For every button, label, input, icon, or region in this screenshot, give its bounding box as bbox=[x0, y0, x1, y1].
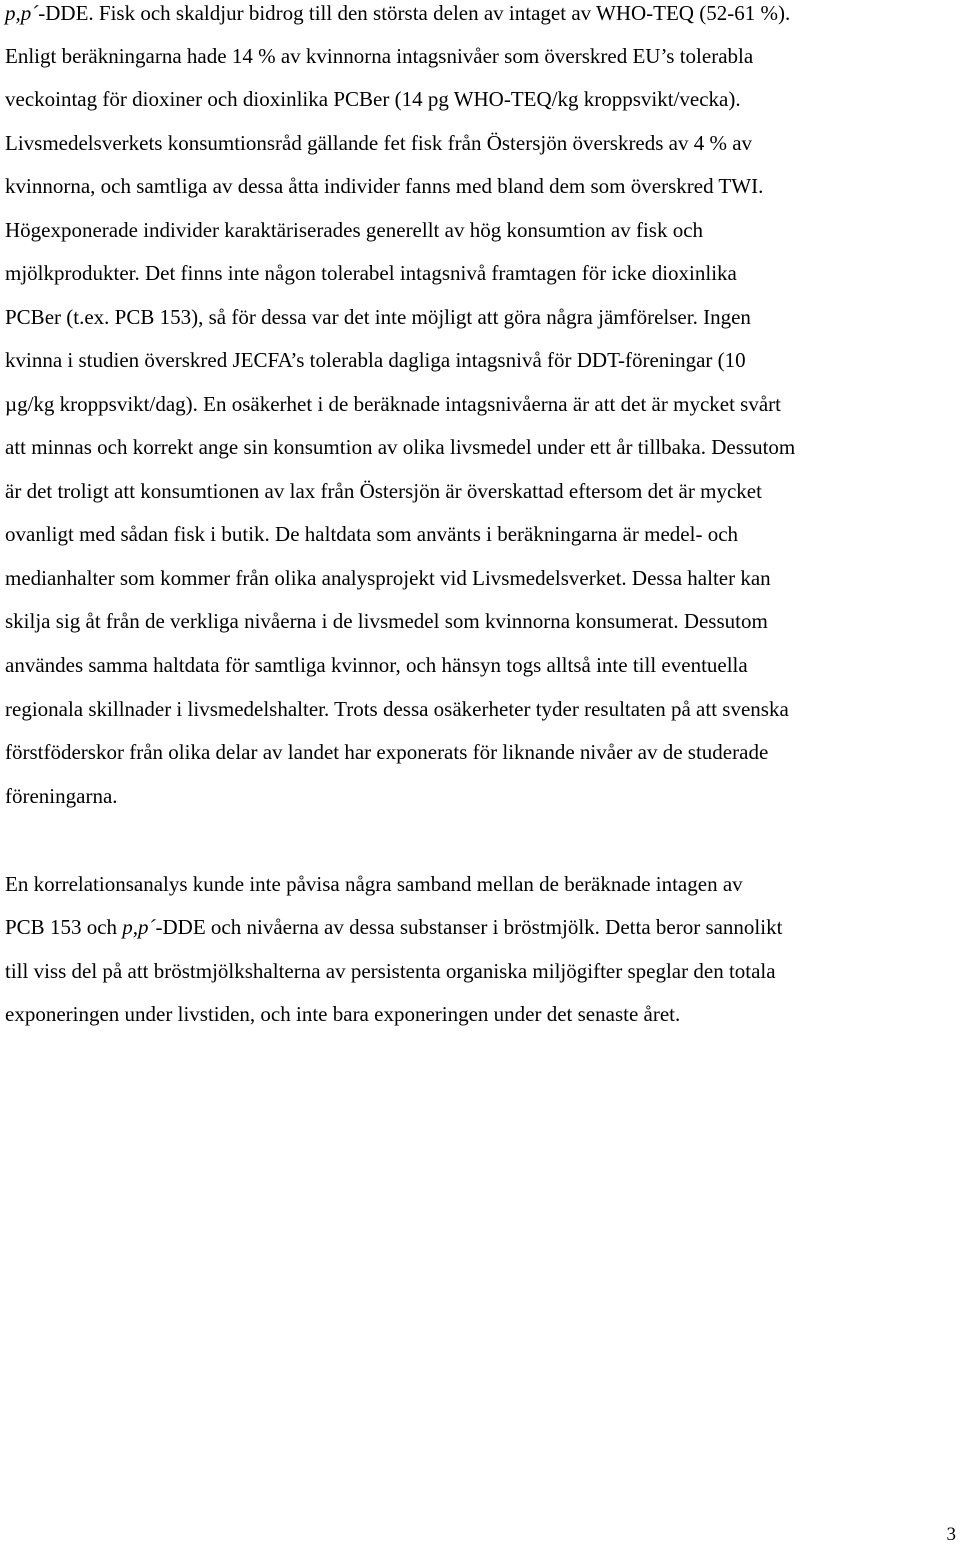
text-line: PCBer (t.ex. PCB 153), så för dessa var det inte möjligt att göra några jämförelser. Ingen bbox=[5, 305, 751, 329]
text-line: veckointag för dioxiner och dioxinlika PCBer (14 pg WHO-TEQ/kg kroppsvikt/vecka). bbox=[5, 87, 741, 111]
text-line bbox=[5, 915, 782, 939]
text-line: kvinna i studien överskred JECFA’s tolerabla dagliga intagsnivå för DDT-föreningar (10 bbox=[5, 348, 746, 372]
text-line: µg/kg kroppsvikt/dag). En osäkerhet i de beräknade intagsnivåerna är att det är mycket svårt bbox=[5, 392, 781, 416]
text-span: -DDE. Fisk och skaldjur bidrog till den största delen av intaget av WHO-TEQ (52-61 %). bbox=[38, 1, 791, 25]
text-line: till viss del på att bröstmjölkshalterna av persistenta organiska miljögifter speglar den totala bbox=[5, 959, 776, 983]
text-line: förstföderskor från olika delar av landet har exponerats för liknande nivåer av de studerade bbox=[5, 740, 769, 764]
italic-term: p,p´ bbox=[122, 915, 156, 939]
text-line: kvinnorna, och samtliga av dessa åtta individer fanns med bland dem som överskred TWI. bbox=[5, 174, 764, 198]
italic-term: p,p´ bbox=[5, 1, 39, 25]
text-line: skilja sig åt från de verkliga nivåerna i de livsmedel som kvinnorna konsumerat. Dessutom bbox=[5, 609, 768, 633]
text-line: Enligt beräkningarna hade 14 % av kvinnorna intagsnivåer som överskred EU’s tolerabla bbox=[5, 44, 754, 68]
text-line bbox=[5, 1, 790, 25]
text-line: användes samma haltdata för samtliga kvinnor, och hänsyn togs alltså inte till eventuella bbox=[5, 653, 748, 677]
text-line: exponeringen under livstiden, och inte bara exponeringen under det senaste året. bbox=[5, 1002, 681, 1026]
text-line: mjölkprodukter. Det finns inte någon tolerabel intagsnivå framtagen för icke dioxinlika bbox=[5, 261, 737, 285]
text-line: ovanligt med sådan fisk i butik. De haltdata som använts i beräkningarna är medel- och bbox=[5, 522, 739, 546]
text-line: En korrelationsanalys kunde inte påvisa några samband mellan de beräknade intagen av bbox=[5, 872, 743, 896]
text-line: föreningarna. bbox=[5, 784, 118, 808]
page-number: 3 bbox=[946, 1524, 956, 1545]
text-line: medianhalter som kommer från olika analysprojekt vid Livsmedelsverket. Dessa halter kan bbox=[5, 566, 771, 590]
text-line: Livsmedelsverkets konsumtionsråd gällande fet fisk från Östersjön överskreds av 4 % av bbox=[5, 131, 753, 155]
text-line: regionala skillnader i livsmedelshalter. Trots dessa osäkerheter tyder resultaten på att svenska bbox=[5, 697, 789, 721]
text-line: är det troligt att konsumtionen av lax från Östersjön är överskattad eftersom det är mycket bbox=[5, 479, 762, 503]
text-span: PCB 153 och bbox=[5, 915, 123, 939]
text-line: att minnas och korrekt ange sin konsumtion av olika livsmedel under ett år tillbaka. Dessutom bbox=[5, 435, 796, 459]
text-line: Högexponerade individer karaktäriserades generellt av hög konsumtion av fisk och bbox=[5, 218, 704, 242]
text-span: -DDE och nivåerna av dessa substanser i bröstmjölk. Detta beror sannolikt bbox=[155, 915, 783, 939]
